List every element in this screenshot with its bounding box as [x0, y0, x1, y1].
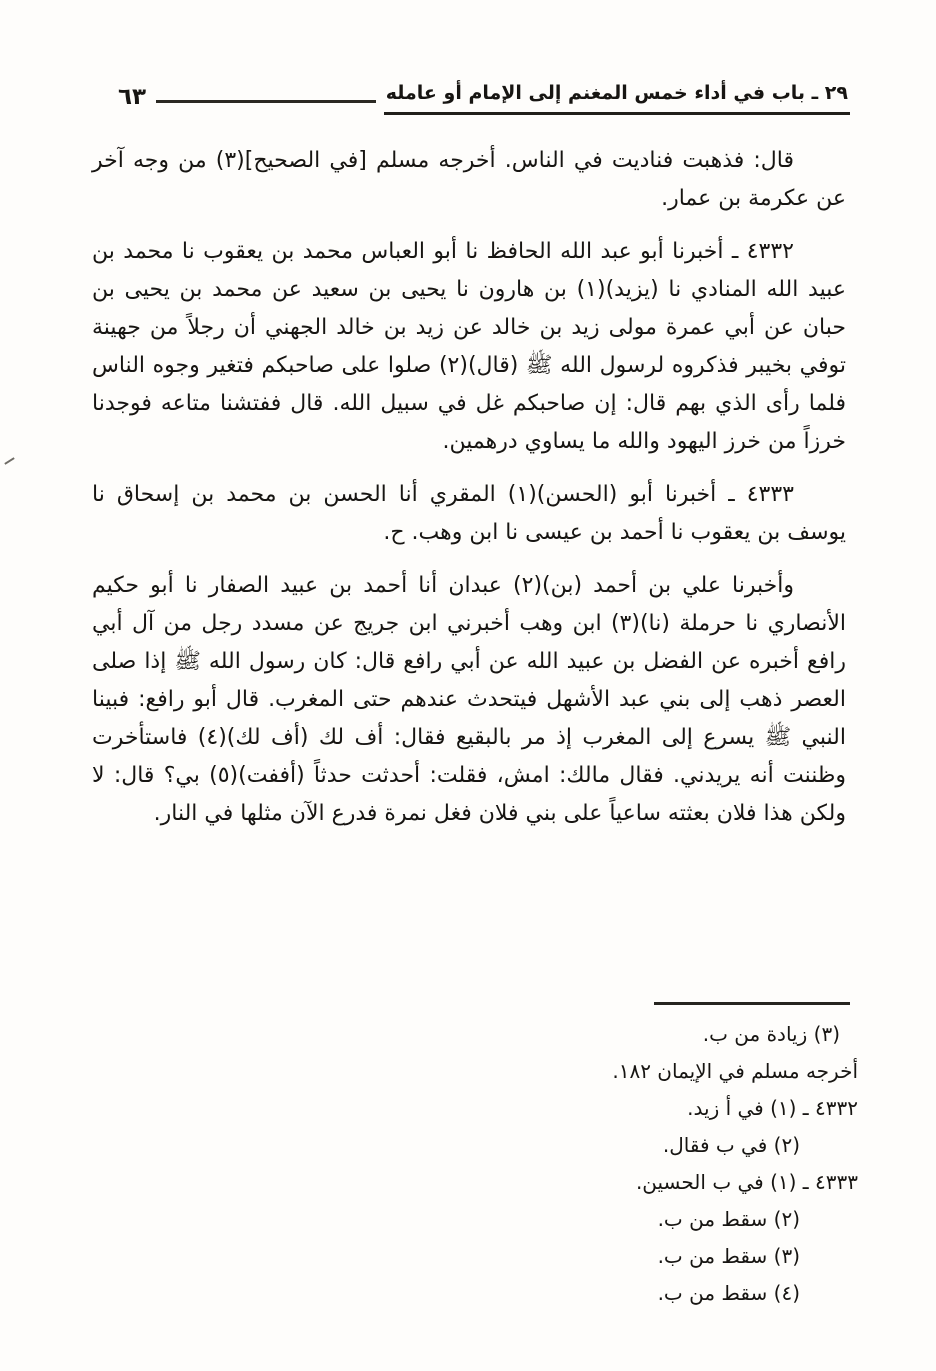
body-text — [92, 142, 846, 848]
footnote-line: أخرجه مسلم في الإيمان ١٨٢. — [612, 1059, 858, 1083]
footnote-divider — [654, 1002, 850, 1005]
footnote-line: (٢) في ب فقال. — [662, 1133, 800, 1157]
footnote-line: ٤٣٣٣ ـ (١) في ب الحسين. — [635, 1170, 858, 1194]
footnotes — [428, 1016, 858, 1312]
paragraph-hadith-4333: ٤٣٣٣ ـ أخبرنا أبو (الحسن)(١) المقري أنا الحسن بن محمد بن إسحاق نا يوسف بن يعقوب نا أحمد بن عيسى نا ابن وهب. ح. — [92, 482, 846, 545]
header-rule — [156, 100, 376, 103]
footnote-line: (٣) زيادة من ب. — [702, 1022, 840, 1046]
footnote-line: (٤) سقط من ب. — [657, 1281, 800, 1305]
paragraph-hadith-intro: قال: فذهبت فناديت في الناس. أخرجه مسلم [في الصحيح](٣) من وجه آخر عن عكرمة بن عمار. — [92, 148, 846, 211]
footnote-line: (٣) سقط من ب. — [657, 1244, 800, 1268]
page-header — [118, 82, 850, 115]
paragraph-hadith-4332: ٤٣٣٢ ـ أخبرنا أبو عبد الله الحافظ نا أبو العباس محمد بن يعقوب نا محمد بن عبيد الله المنادي نا (يزيد)(١) بن هارون نا يحيى بن سعيد عن محمد بن يحيى بن حبان عن أبي عمرة مولى زيد بن خالد عن زيد بن خالد الجهني أن رجلاً من جهينة توفي بخيبر فذكروه لرسول الله ﷺ (قال)(٢) صلوا على صاحبكم فتغير وجوه الناس فلما رأى الذي بهم قال: إن صاحبكم غل في سبيل الله. قال ففتشنا متاعه فوجدنا خرزاً من خرز اليهود والله ما يساوي درهمين. — [92, 239, 847, 454]
margin-artifact — [4, 457, 14, 465]
paragraph-hadith-4333-continued: وأخبرنا علي بن أحمد (بن)(٢) عبدان أنا أحمد بن عبيد الصفار نا أبو حكيم الأنصاري نا حرملة (نا)(٣) ابن وهب أخبرني ابن جريج عن مسدد رجل من آل أبي رافع أخبره عن الفضل بن عبيد الله عن أبي رافع قال: كان رسول الله ﷺ إذا صلى العصر ذهب إلى بني عبد الأشهل فيتحدث عندهم حتى المغرب. قال أبو رافع: فبينا النبي ﷺ يسرع إلى المغرب إذ مر بالبقيع فقال: أف لك (أف لك)(٤) فاستأخرت وظننت أنه يريدني. فقال مالك: امش، فقلت: أحدثت حدثاً (أففت)(٥) بي؟ قال: لا ولكن هذا فلان بعثته ساعياً على بني فلان فغل نمرة فدرع الآن مثلها في النار. — [92, 573, 846, 826]
page-number: ٦٣ — [118, 83, 147, 110]
footnote-line: ٤٣٣٢ ـ (١) في أ زيد. — [687, 1096, 858, 1120]
chapter-title: ٢٩ ـ باب في أداء خمس المغنم إلى الإمام أو عامله — [385, 82, 848, 104]
footnote-line: (٢) سقط من ب. — [657, 1207, 800, 1231]
chapter-title-underline — [384, 82, 850, 115]
